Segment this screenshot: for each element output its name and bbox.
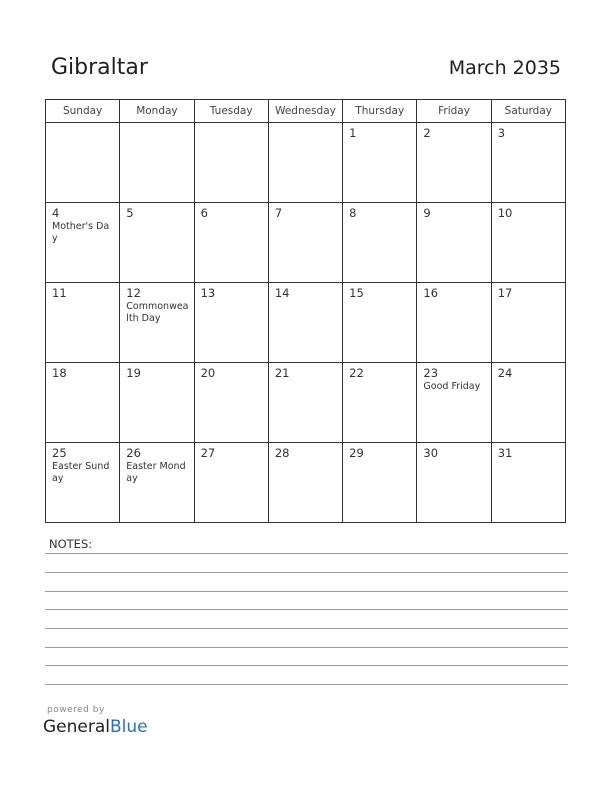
day-number: 14 [274,286,290,300]
day-cell [491,283,565,363]
logo-blue: Blue [110,717,148,737]
day-cell [120,123,194,203]
day-cell [417,283,491,363]
day-cell [46,363,120,443]
calendar-month-year: March 2035 [448,57,561,79]
weekday-header: Sunday [46,100,120,123]
day-number: 13 [200,286,216,300]
day-number: 8 [349,206,357,220]
holiday-label: Easter Monday [126,461,186,484]
day-cell [46,283,120,363]
holiday-label: Good Friday [423,381,481,392]
day-number: 24 [497,366,513,380]
day-number: 26 [126,446,141,460]
weekday-header: Saturday [491,100,565,123]
calendar-week-row [46,443,566,523]
day-cell [417,363,491,443]
day-cell [120,283,194,363]
weekday-header-row [46,100,566,123]
day-number: 3 [497,126,506,140]
day-number: 25 [52,446,67,460]
day-number: 23 [423,366,439,380]
day-number: 21 [274,366,290,380]
day-cell [268,443,342,523]
day-number: 17 [497,286,513,300]
day-cell [268,283,342,363]
generalblue-logo [43,717,148,737]
day-cell [120,363,194,443]
weekday-header: Friday [417,100,491,123]
day-cell [343,363,417,443]
holiday-label: Easter Sunday [52,461,110,484]
day-cell [343,283,417,363]
day-cell [491,203,565,283]
day-cell [194,363,268,443]
day-cell [343,203,417,283]
day-number: 29 [349,446,364,460]
day-number: 2 [423,126,431,140]
day-number: 9 [423,206,431,220]
day-cell [194,203,268,283]
day-cell [268,363,342,443]
day-cell [268,123,342,203]
day-cell [417,443,491,523]
day-cell [491,443,565,523]
day-cell [491,123,565,203]
day-cell [343,443,417,523]
day-number: 4 [52,206,60,220]
day-cell [120,443,194,523]
note-line [45,665,568,666]
powered-by-text: powered by [47,705,105,715]
note-line [45,609,568,610]
calendar-location-title: Gibraltar [51,55,148,80]
calendar-week-row [46,123,566,203]
notes-label: NOTES: [49,537,93,551]
day-cell [194,283,268,363]
calendar-week-row [46,203,566,283]
day-number: 10 [497,206,513,220]
day-number: 22 [349,366,364,380]
note-line [45,647,568,648]
day-number: 1 [349,126,357,140]
note-line [45,572,568,573]
day-number: 18 [52,366,67,380]
day-cell [46,443,120,523]
day-number: 28 [274,446,290,460]
day-number: 27 [200,446,216,460]
day-cell [491,363,565,443]
note-line [45,553,568,554]
day-number: 7 [274,206,283,220]
note-line [45,628,568,629]
day-cell [268,203,342,283]
calendar-week-row [46,283,566,363]
day-number: 20 [200,366,216,380]
calendar-week-row [46,363,566,443]
holiday-label: Mother's Day [52,221,110,244]
day-cell [194,123,268,203]
logo-general: General [43,717,110,737]
day-number: 16 [423,286,439,300]
day-cell [417,123,491,203]
weekday-header: Monday [120,100,194,123]
day-cell [46,203,120,283]
day-number: 6 [200,206,208,220]
calendar-grid [45,99,566,523]
day-number: 30 [423,446,439,460]
day-cell [417,203,491,283]
day-number: 19 [126,366,141,380]
day-number: 5 [126,206,134,220]
day-cell [120,203,194,283]
note-line [45,684,568,685]
day-cell [194,443,268,523]
calendar-weeks [46,123,566,523]
day-number: 11 [52,286,67,300]
weekday-header: Thursday [343,100,417,123]
note-line [45,591,568,592]
day-number: 15 [349,286,364,300]
day-number: 12 [126,286,141,300]
weekday-header: Tuesday [194,100,268,123]
day-cell [46,123,120,203]
weekday-header: Wednesday [268,100,342,123]
day-cell [343,123,417,203]
day-number: 31 [497,446,513,460]
holiday-label: Commonwealth Day [126,301,189,324]
